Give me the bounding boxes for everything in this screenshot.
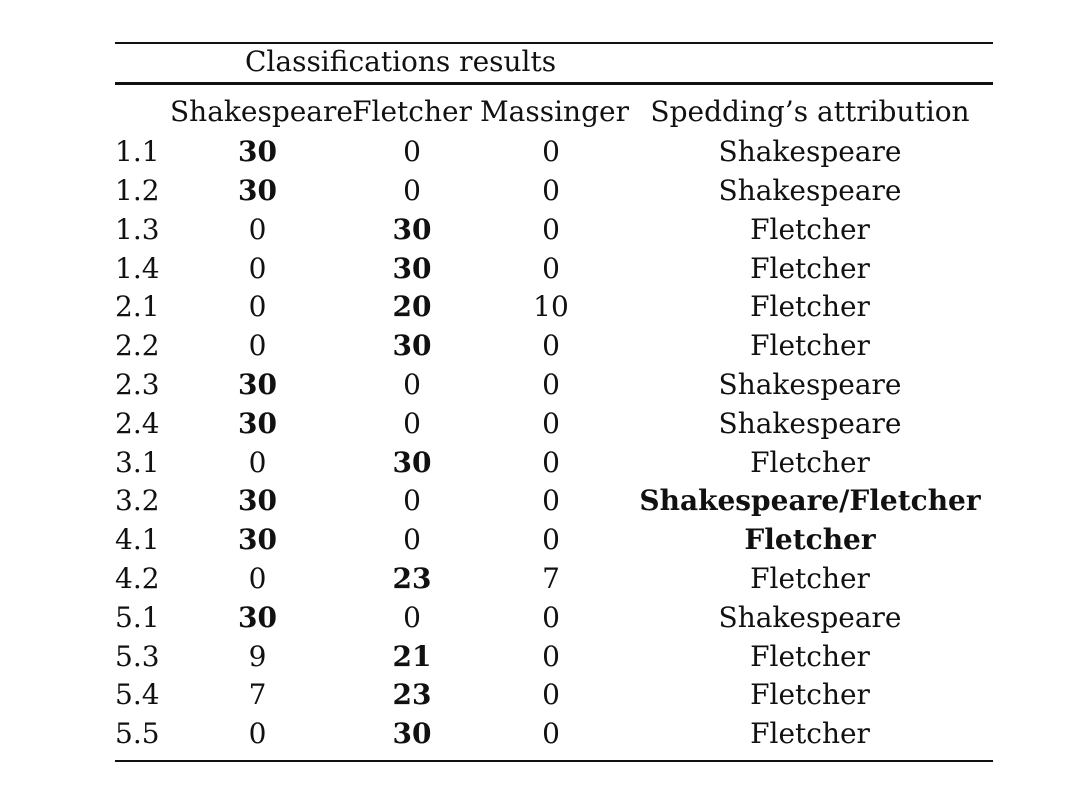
- cell-fletcher: 20: [392, 290, 432, 323]
- header-id: [115, 92, 175, 131]
- cell-fletcher: 23: [392, 562, 432, 595]
- row-id: 1.4: [115, 252, 160, 285]
- cell-attribution: Shakespeare: [718, 407, 902, 440]
- cell-attribution: Fletcher: [750, 678, 870, 711]
- table-row: [0, 443, 1080, 482]
- cell-shakespeare: 0: [248, 329, 267, 362]
- cell-shakespeare: 9: [248, 640, 267, 673]
- cell-attribution: Shakespeare: [718, 135, 902, 168]
- header-shakespeare: Shakespeare: [170, 95, 353, 128]
- cell-attribution: Fletcher: [750, 329, 870, 362]
- cell-attribution: Fletcher: [750, 562, 870, 595]
- row-id: 2.1: [115, 290, 160, 323]
- row-id: 2.2: [115, 329, 160, 362]
- cell-massinger: 0: [542, 252, 560, 285]
- table-group-title: Classifications results: [245, 45, 557, 78]
- cell-massinger: 0: [542, 213, 560, 246]
- table-row: [0, 559, 1080, 598]
- table-row: [0, 675, 1080, 714]
- cell-attribution: Shakespeare: [718, 368, 902, 401]
- cell-fletcher: 0: [403, 407, 421, 440]
- table-row: [0, 326, 1080, 365]
- cell-attribution: Shakespeare: [718, 601, 902, 634]
- cell-shakespeare: 30: [238, 368, 277, 401]
- row-id: 1.2: [115, 174, 160, 207]
- row-id: 2.3: [115, 368, 160, 401]
- cell-massinger: 0: [542, 484, 560, 517]
- cell-shakespeare: 7: [248, 678, 267, 711]
- cell-massinger: 0: [542, 446, 560, 479]
- table-row: [0, 210, 1080, 249]
- cell-massinger: 0: [542, 329, 560, 362]
- cell-shakespeare: 30: [238, 601, 277, 634]
- cell-attribution: Fletcher: [750, 252, 870, 285]
- table-row: [0, 249, 1080, 288]
- row-id: 2.4: [115, 407, 160, 440]
- table-header-row: [0, 92, 1080, 131]
- row-id: 3.1: [115, 446, 160, 479]
- cell-attribution: Shakespeare: [718, 174, 902, 207]
- table-row: [0, 171, 1080, 210]
- cell-fletcher: 30: [392, 252, 432, 285]
- table-bottom-rule: [115, 760, 993, 762]
- header-massinger: Massinger: [480, 95, 629, 128]
- table-row: [0, 520, 1080, 559]
- cell-massinger: 0: [542, 601, 560, 634]
- cell-shakespeare: 0: [248, 290, 267, 323]
- cell-fletcher: 21: [392, 640, 432, 673]
- cell-fletcher: 0: [403, 484, 421, 517]
- cell-attribution: Fletcher: [744, 523, 876, 556]
- cell-massinger: 0: [542, 407, 560, 440]
- table-row: [0, 637, 1080, 676]
- cell-fletcher: 0: [403, 135, 421, 168]
- cell-fletcher: 0: [403, 523, 421, 556]
- row-id: 5.3: [115, 640, 160, 673]
- cell-shakespeare: 0: [248, 717, 267, 750]
- row-id: 1.1: [115, 135, 160, 168]
- row-id: 4.2: [115, 562, 160, 595]
- row-id: 3.2: [115, 484, 160, 517]
- table-row: [0, 365, 1080, 404]
- cell-fletcher: 23: [392, 678, 432, 711]
- cell-shakespeare: 30: [238, 174, 277, 207]
- table-row: [0, 481, 1080, 520]
- cell-fletcher: 30: [392, 717, 432, 750]
- cell-shakespeare: 30: [238, 484, 277, 517]
- cell-attribution: Fletcher: [750, 213, 870, 246]
- cell-shakespeare: 30: [238, 523, 277, 556]
- table-row: [0, 132, 1080, 171]
- cell-fletcher: 0: [403, 368, 421, 401]
- table-row: [0, 287, 1080, 326]
- cell-massinger: 7: [542, 562, 560, 595]
- cell-massinger: 0: [542, 640, 560, 673]
- cell-shakespeare: 30: [238, 407, 277, 440]
- cell-massinger: 10: [533, 290, 569, 323]
- row-id: 4.1: [115, 523, 160, 556]
- cell-fletcher: 30: [392, 446, 432, 479]
- cell-massinger: 0: [542, 523, 560, 556]
- cell-massinger: 0: [542, 678, 560, 711]
- cell-massinger: 0: [542, 717, 560, 750]
- cell-massinger: 0: [542, 368, 560, 401]
- cell-shakespeare: 0: [248, 252, 267, 285]
- cell-attribution: Fletcher: [750, 640, 870, 673]
- cell-attribution: Fletcher: [750, 717, 870, 750]
- row-id: 1.3: [115, 213, 160, 246]
- table-mid-rule: [115, 82, 993, 85]
- cell-attribution: Shakespeare/Fletcher: [639, 484, 981, 517]
- cell-massinger: 0: [542, 135, 560, 168]
- cell-fletcher: 30: [392, 213, 432, 246]
- cell-attribution: Fletcher: [750, 446, 870, 479]
- header-fletcher: Fletcher: [352, 95, 472, 128]
- cell-shakespeare: 0: [248, 562, 267, 595]
- cell-shakespeare: 30: [238, 135, 277, 168]
- cell-shakespeare: 0: [248, 213, 267, 246]
- cell-fletcher: 0: [403, 174, 421, 207]
- row-id: 5.4: [115, 678, 160, 711]
- header-attribution: Spedding’s attribution: [650, 95, 970, 128]
- table-row: [0, 714, 1080, 753]
- row-id: 5.1: [115, 601, 160, 634]
- cell-massinger: 0: [542, 174, 560, 207]
- table-row: [0, 404, 1080, 443]
- table-row: [0, 598, 1080, 637]
- cell-fletcher: 30: [392, 329, 432, 362]
- cell-attribution: Fletcher: [750, 290, 870, 323]
- cell-fletcher: 0: [403, 601, 421, 634]
- row-id: 5.5: [115, 717, 160, 750]
- cell-shakespeare: 0: [248, 446, 267, 479]
